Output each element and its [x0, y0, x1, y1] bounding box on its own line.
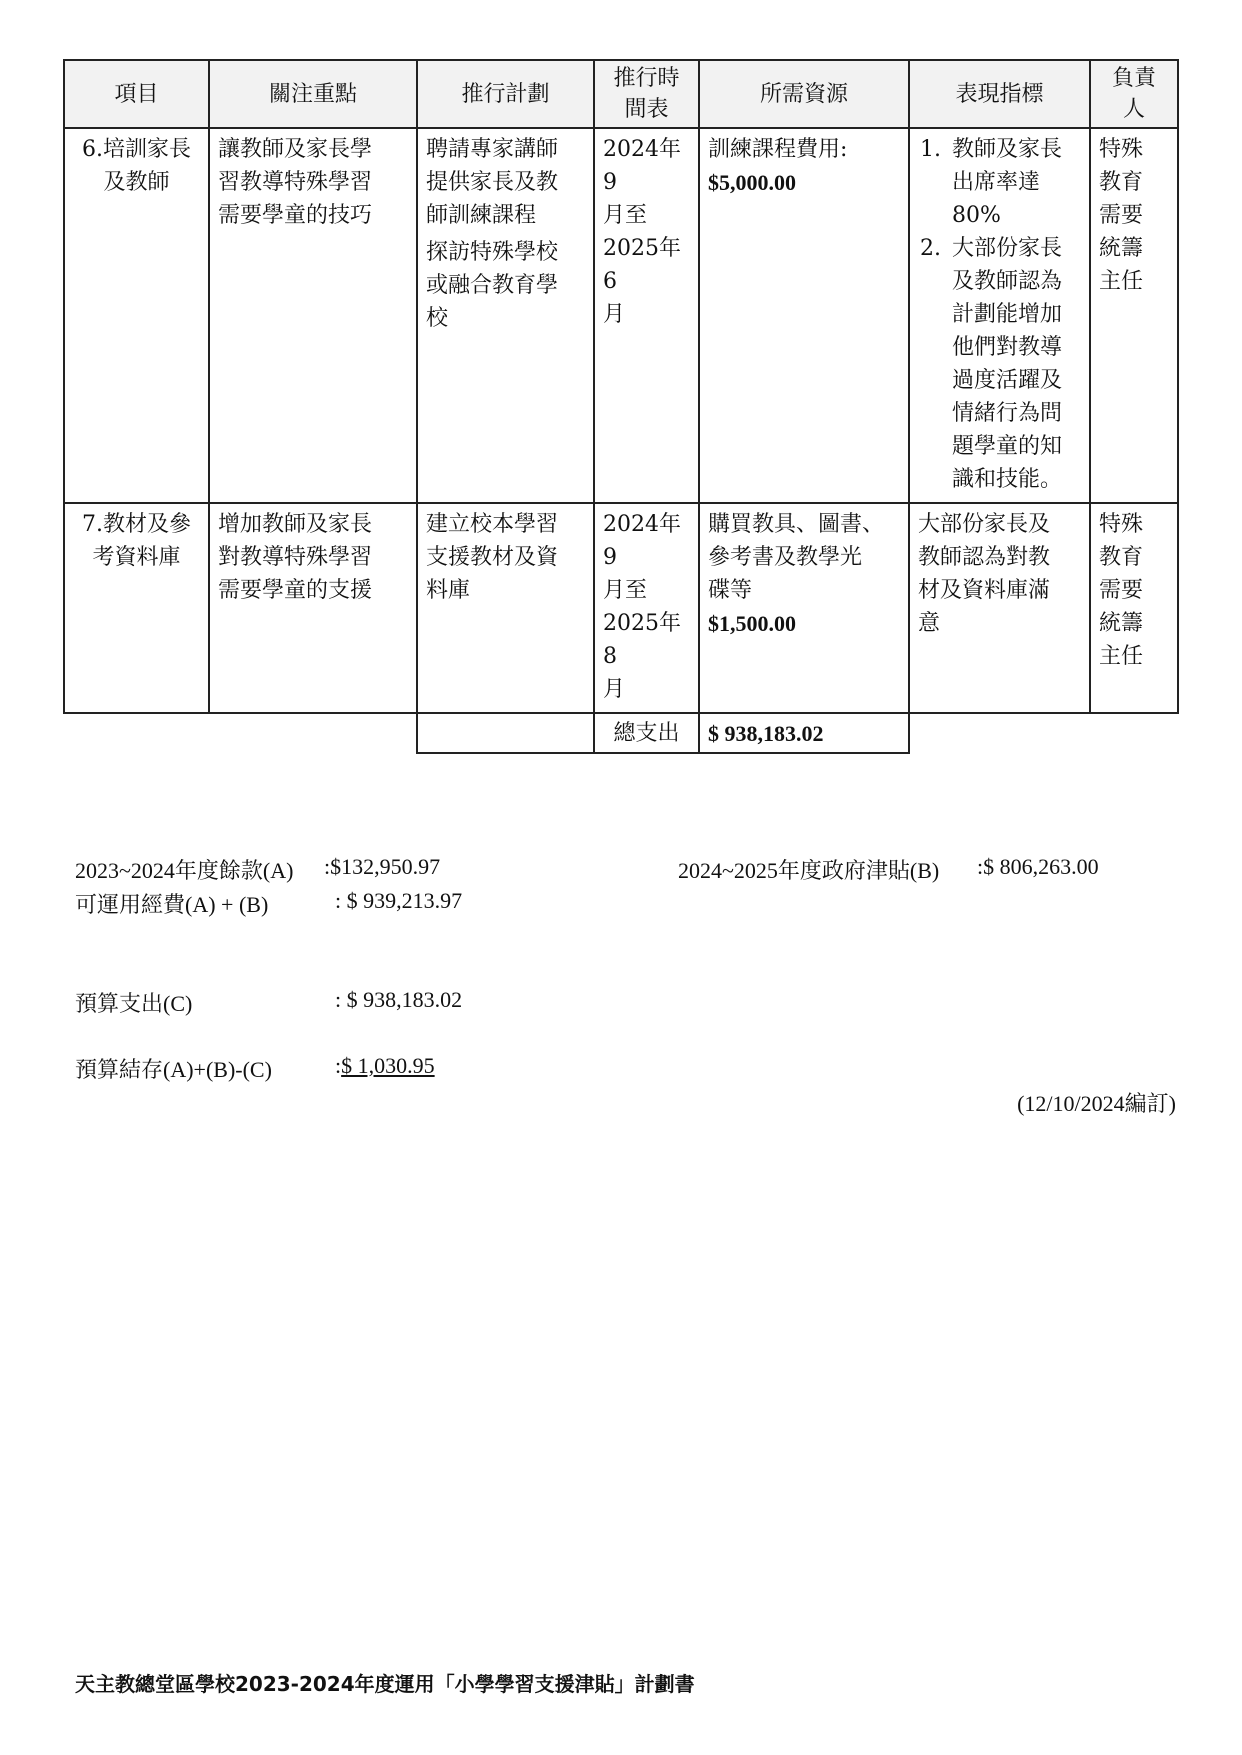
indicator-item: 1. 教師及家長 出席率達 80% [948, 133, 1081, 232]
resource-cell [699, 503, 909, 713]
resource-amount: $1,500.00 [708, 611, 796, 636]
header-plan: 推行計劃 [417, 60, 594, 128]
expense-label: 預算支出(C) [75, 991, 193, 1016]
grant-value: :$ 806,263.00 [977, 854, 1099, 879]
total-label: 總支出 [594, 713, 699, 753]
header-resource: 所需資源 [699, 60, 909, 128]
indicator-list [918, 133, 1081, 496]
period-cell: 2024年9 月至 2025年8 月 [594, 503, 699, 713]
resource-text: 購買教具、圖書、 參考書及教學光 碟等 [708, 512, 885, 603]
total-blank-cell [417, 713, 594, 753]
header-owner: 負責 人 [1090, 60, 1178, 128]
footer-title: 天主教總堂區學校2023-2024年度運用「小學學習支援津貼」計劃書 [75, 1672, 695, 1696]
resource-amount: $5,000.00 [708, 170, 796, 195]
resource-text: 訓練課程費用: [708, 137, 848, 162]
remaining-value: $ 1,030.95 [341, 1053, 435, 1078]
total-amount: $ 938,183.02 [699, 713, 909, 753]
header-focus: 關注重點 [209, 60, 417, 128]
remaining-prefix: : [335, 1053, 342, 1078]
plan-entry: 聘請專家講師 提供家長及教 師訓練課程 [426, 137, 559, 228]
summary-line-expense [75, 987, 675, 1017]
item-cell: 6.培訓家長 及教師 [64, 128, 209, 503]
total-row [64, 713, 1178, 753]
owner-cell: 特殊 教育 需要 統籌 主任 [1090, 128, 1178, 503]
resource-cell [699, 128, 909, 503]
balance-label: 2023~2024年度餘款(A) [75, 858, 294, 883]
indicator-cell: 大部份家長及 教師認為對教 材及資料庫滿 意 [909, 503, 1090, 713]
plan-entry: 建立校本學習 支援教材及資 料庫 [426, 512, 559, 603]
header-period: 推行時 間表 [594, 60, 699, 128]
header-item: 項目 [64, 60, 209, 128]
expense-value: : $ 938,183.02 [335, 987, 463, 1012]
focus-cell: 增加教師及家長 對教導特殊學習 需要學童的支援 [209, 503, 417, 713]
revision-date: (12/10/2024編訂) [1017, 1091, 1176, 1116]
summary-line-balance [75, 854, 1175, 884]
header-indicator: 表現指標 [909, 60, 1090, 128]
owner-cell: 特殊 教育 需要 統籌 主任 [1090, 503, 1178, 713]
indicator-cell [909, 128, 1090, 503]
remaining-label: 預算結存(A)+(B)-(C) [75, 1057, 272, 1082]
available-value: : $ 939,213.97 [335, 888, 463, 913]
grant-label: 2024~2025年度政府津貼(B) [678, 858, 940, 883]
plan-table [63, 59, 1179, 754]
plan-cell [417, 128, 594, 503]
table-row [64, 128, 1178, 503]
plan-cell [417, 503, 594, 713]
period-cell: 2024年9 月至 2025年6 月 [594, 128, 699, 503]
item-cell: 7.教材及參 考資料庫 [64, 503, 209, 713]
balance-value: :$132,950.97 [324, 854, 441, 879]
summary-line-available [75, 888, 675, 918]
summary-line-remaining [75, 1053, 675, 1083]
available-label: 可運用經費(A) + (B) [75, 892, 269, 917]
focus-cell: 讓教師及家長學 習教導特殊學習 需要學童的技巧 [209, 128, 417, 503]
indicator-item: 2. 大部份家長 及教師認為 計劃能增加 他們對教導 過度活躍及 情緒行為問 題學童的知 識和技能。 [948, 232, 1081, 496]
plan-entry: 探訪特殊學校 或融合教育學 校 [426, 240, 559, 331]
table-row [64, 503, 1178, 713]
